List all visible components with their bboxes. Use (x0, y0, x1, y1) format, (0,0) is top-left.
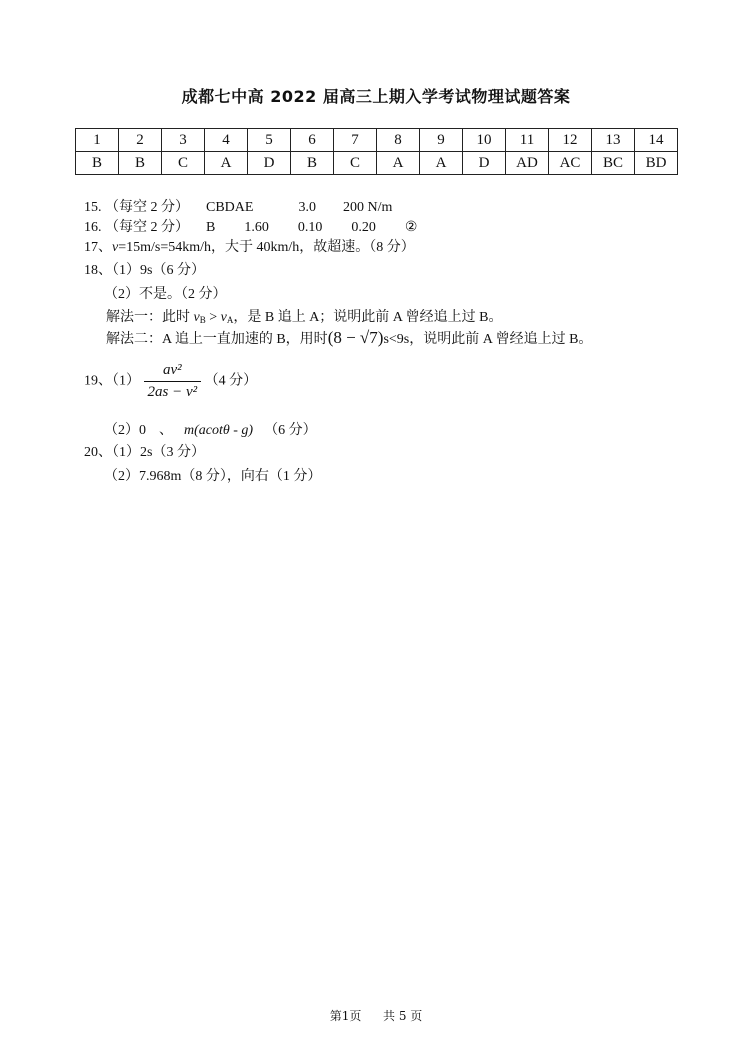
answer-cell: B (291, 152, 334, 175)
answer-cell: D (463, 152, 506, 175)
answer-cell: A (205, 152, 248, 175)
question-label: 18、 (84, 263, 112, 278)
answer-text: s<9s，说明此前 A 曾经追上过 B。 (383, 332, 593, 347)
question-number: 4 (205, 129, 248, 152)
method-label: 解法二：A 追上一直加速的 B，用时 (106, 332, 328, 347)
score-note: （每空 2 分） (105, 220, 189, 235)
answer-table-answer-row (76, 152, 678, 175)
answer-cell: AD (506, 152, 549, 175)
question-number: 14 (635, 129, 678, 152)
velocity-symbol: v (112, 240, 119, 255)
answer-19-part-2 (104, 419, 317, 439)
method-label: 解法一：此时 (106, 310, 190, 325)
math-expression: m(acotθ - g) (184, 423, 254, 438)
score-note: （4 分） (204, 373, 258, 389)
question-number: 3 (162, 129, 205, 152)
question-number: 9 (420, 129, 463, 152)
answer-18 (84, 259, 205, 279)
page-title: 成都七中高 2022 届高三上期入学考试物理试题答案 (181, 87, 571, 106)
answer-table-number-row (76, 129, 678, 152)
question-number: 11 (506, 129, 549, 152)
answer-cell: A (420, 152, 463, 175)
answer-text: （2）7.968m（8 分），向右（1 分） (104, 469, 322, 484)
answer-18-method-1 (106, 306, 502, 326)
question-label: 19、 (84, 373, 112, 389)
score-note: （6 分） (264, 423, 317, 438)
fraction-numerator: av² (162, 362, 182, 378)
answer-value: ② (404, 220, 418, 235)
answer-cell: AC (549, 152, 592, 175)
velocity-symbol: v (193, 310, 200, 325)
answer-cell: BD (635, 152, 678, 175)
subscript: B (199, 315, 206, 325)
answer-cell: A (377, 152, 420, 175)
fraction-denominator: 2as − v² (144, 381, 202, 401)
answer-text: （2）不是。（2 分） (104, 287, 227, 302)
math-expression: (8 − √7) (327, 328, 384, 347)
comparison-sign: > (209, 310, 218, 325)
question-number: 5 (248, 129, 291, 152)
question-number: 1 (76, 129, 119, 152)
question-label: 15. (84, 200, 102, 215)
answer-18-method-2 (106, 328, 592, 348)
subscript: A (226, 315, 234, 325)
answer-part-1: （1）9s（6 分） (112, 263, 205, 278)
question-number: 12 (549, 129, 592, 152)
answer-17 (84, 236, 415, 256)
question-label: 20、 (84, 445, 112, 460)
answer-18-part-2 (104, 283, 227, 303)
answer-value: 3.0 (298, 200, 316, 215)
question-number: 13 (592, 129, 635, 152)
answer-value: 1.60 (244, 220, 269, 235)
answer-text: =15m/s=54km/h，大于 40km/h，故超速。（8 分） (118, 240, 415, 255)
page-footer (0, 1007, 752, 1024)
separator: 、 (159, 423, 173, 438)
answer-16 (84, 216, 417, 236)
answer-15 (84, 196, 392, 216)
answer-value: 0.20 (351, 220, 376, 235)
answer-19 (84, 362, 257, 401)
question-number: 2 (119, 129, 162, 152)
question-label: 17、 (84, 240, 112, 255)
answer-cell: B (119, 152, 162, 175)
answer-text: ，是 B 追上 A；说明此前 A 曾经追上过 B。 (233, 310, 503, 325)
question-number: 10 (463, 129, 506, 152)
page-total: 共 5 页 (383, 1009, 423, 1023)
score-note: （每空 2 分） (105, 200, 189, 215)
answer-value: （2）0 (104, 423, 146, 438)
answer-cell: BC (592, 152, 635, 175)
part-label: （1） (112, 373, 140, 389)
answer-cell: D (248, 152, 291, 175)
answer-value: B (206, 220, 216, 235)
answer-table (75, 128, 678, 175)
answer-cell: B (76, 152, 119, 175)
answer-cell: C (162, 152, 205, 175)
answer-20 (84, 441, 205, 461)
question-number: 6 (291, 129, 334, 152)
answer-part-1: （1）2s（3 分） (112, 445, 205, 460)
fraction (144, 362, 202, 401)
page-number: 第1页 (329, 1009, 362, 1023)
answer-value: 200 N/m (342, 200, 393, 215)
answer-20-part-2 (104, 465, 321, 485)
answer-cell: C (334, 152, 377, 175)
velocity-symbol: v (220, 310, 227, 325)
question-number: 7 (334, 129, 377, 152)
question-number: 8 (377, 129, 420, 152)
answer-value: CBDAE (206, 200, 254, 215)
question-label: 16. (84, 220, 102, 235)
answer-value: 0.10 (297, 220, 323, 235)
